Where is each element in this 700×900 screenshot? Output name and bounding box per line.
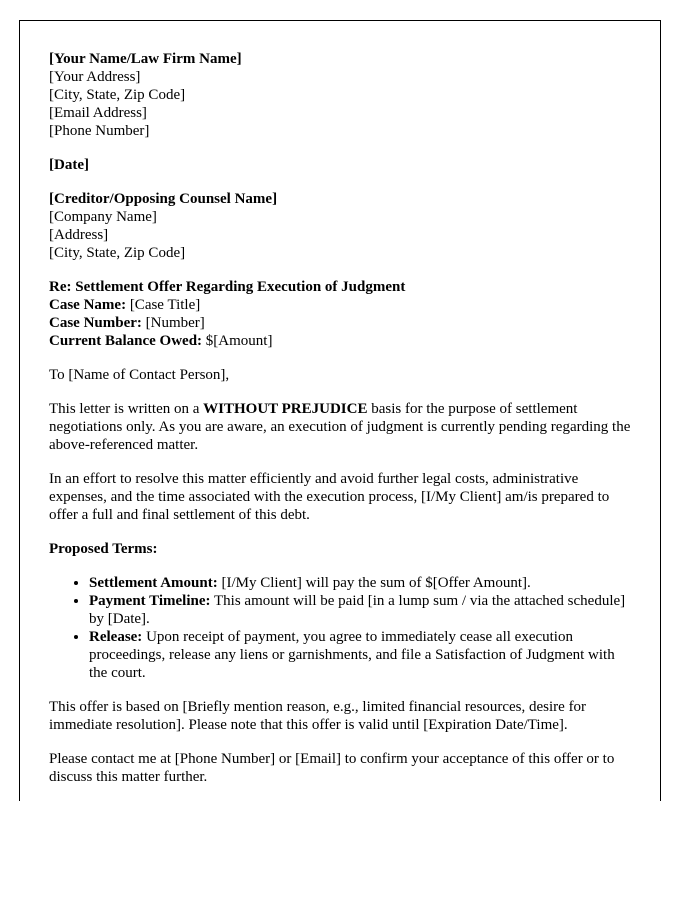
term-release (89, 628, 634, 682)
term-text: This amount will be paid [in a lump sum / via the attached schedule] by [Date]. (89, 593, 626, 627)
balance-label: Current Balance Owed: (49, 333, 203, 349)
term-text: Upon receipt of payment, you agree to immediately cease all execution proceedings, release any liens or garnishments, and file a Satisfaction of Judgment with the court. (89, 629, 615, 681)
balance-value: $[Amount] (202, 333, 273, 349)
sender-email: [Email Address] (49, 105, 147, 121)
case-name-value: [Case Title] (126, 297, 201, 313)
paragraph-without-prejudice (49, 400, 634, 454)
paragraph1-after: basis for the purpose of settlement negotiations only. As you are aware, an execution of judgment is currently pending regarding the above-referenced matter. (49, 401, 631, 453)
terms-heading: Proposed Terms: (49, 541, 158, 557)
term-label: Payment Timeline: (89, 593, 211, 609)
case-number-line (49, 314, 634, 332)
date-block (49, 156, 634, 174)
recipient-name: [Creditor/Opposing Counsel Name] (49, 191, 278, 207)
paragraph-offer-basis: This offer is based on [Briefly mention reason, e.g., limited financial resources, desire for immediate resolution]. Please note that this offer is valid until [Expiration Date/Time]. (49, 699, 587, 733)
sender-phone: [Phone Number] (49, 123, 150, 139)
case-name-line (49, 296, 634, 314)
recipient-city-state-zip: [City, State, Zip Code] (49, 245, 186, 261)
reference-block (49, 278, 634, 350)
paragraph-contact: Please contact me at [Phone Number] or [Email] to confirm your acceptance of this offer or to discuss this matter further. (49, 751, 615, 785)
letter-page (19, 20, 661, 801)
letter-date: [Date] (49, 157, 89, 173)
terms-list (49, 574, 634, 682)
salutation: To [Name of Contact Person], (49, 367, 230, 383)
letter-content (49, 50, 634, 801)
case-name-label: Case Name: (49, 297, 127, 313)
reference-subject: Re: Settlement Offer Regarding Execution of Judgment (49, 279, 406, 295)
recipient-block (49, 190, 634, 262)
recipient-company: [Company Name] (49, 209, 157, 225)
balance-line (49, 332, 634, 350)
case-number-label: Case Number: (49, 315, 142, 331)
sender-address: [Your Address] (49, 69, 141, 85)
paragraph1-emphasis: WITHOUT PREJUDICE (203, 401, 368, 417)
case-number-value: [Number] (141, 315, 205, 331)
sender-name: [Your Name/Law Firm Name] (49, 51, 242, 67)
sender-block (49, 50, 634, 140)
term-payment-timeline (89, 592, 634, 628)
paragraph1-before: This letter is written on a (49, 401, 204, 417)
recipient-address: [Address] (49, 227, 109, 243)
sender-city-state-zip: [City, State, Zip Code] (49, 87, 186, 103)
term-settlement-amount (89, 574, 634, 592)
term-label: Settlement Amount: (89, 575, 218, 591)
term-text: [I/My Client] will pay the sum of $[Offer Amount]. (217, 575, 531, 591)
term-label: Release: (89, 629, 143, 645)
paragraph-settlement-intent: In an effort to resolve this matter efficiently and avoid further legal costs, administrative expenses, and the time associated with the execution process, [I/My Client] am/is prepared to offer a full and final settlement of this debt. (49, 471, 610, 523)
